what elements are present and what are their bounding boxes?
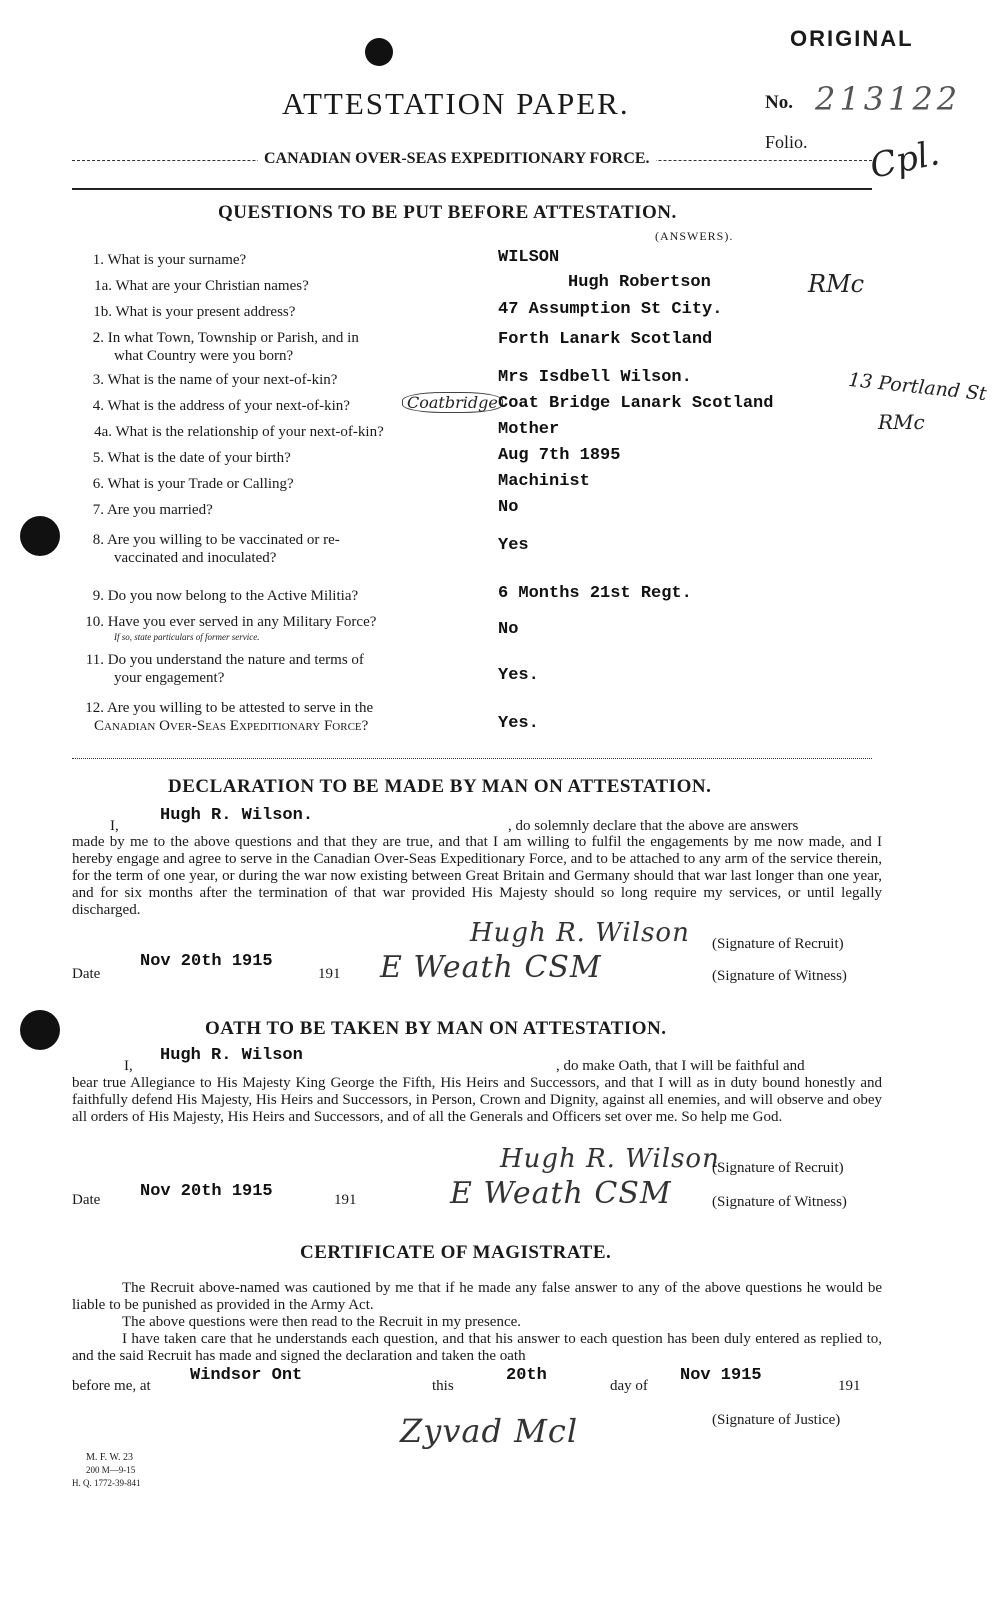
question-text: Are you willing to be attested to serve in the <box>106 700 374 716</box>
this-label: this <box>432 1378 454 1394</box>
question-text: Do you understand the nature and terms of <box>107 652 364 668</box>
initials-note: RMc <box>808 270 865 298</box>
punch-hole-top <box>365 38 393 66</box>
question-row <box>72 252 246 269</box>
declaration-heading: DECLARATION TO BE MADE BY MAN ON ATTESTATION. <box>168 776 712 797</box>
stamp-original: ORIGINAL <box>790 26 914 51</box>
question-number: 7. <box>92 502 104 518</box>
footer-print-run: 200 M—9-15 <box>86 1465 136 1475</box>
day-value: 20th <box>506 1366 547 1385</box>
oath-text-start: , do make Oath, that I will be faithful and <box>556 1058 805 1074</box>
question-text: What is your surname? <box>107 252 247 268</box>
rank-note: Cpl. <box>866 133 943 187</box>
question-text: Have you ever served in any Military Force? <box>107 614 377 630</box>
question-number: 4. <box>92 398 104 414</box>
punch-hole-middle <box>20 516 60 556</box>
question-row <box>72 424 384 441</box>
answer-field: Machinist <box>498 472 590 491</box>
oath-date-label: Date <box>72 1192 101 1208</box>
declaration-pronoun: I, <box>110 818 119 834</box>
question-text: Do you now belong to the Active Militia? <box>107 588 359 604</box>
question-text: What is your present address? <box>115 304 296 320</box>
question-row <box>72 304 295 321</box>
justice-signature: Zyvad Mcl <box>400 1412 579 1450</box>
declaration-year-suffix: 191 <box>318 966 341 982</box>
question-number: 1. <box>92 252 104 268</box>
answer-field: No <box>498 620 519 639</box>
recruit-signature: Hugh R. Wilson <box>470 918 690 948</box>
question-number: 12. <box>85 700 104 716</box>
declaration-body: made by me to the above questions and that they are true, and that I am willing to fulfil the engagements by me now made, and I hereby engage and agree to serve in the Canadian Over-Seas Expeditionary Force, and to be attached to any arm of the service therein, for the term of one year, or during the war now existing between Great Britain and Germany should that war last longer than one year, and for six months after the termination of that war provided His Majesty should so long require my services, or until legally discharged. <box>72 834 882 918</box>
question-row <box>72 700 373 717</box>
question-row <box>72 278 309 295</box>
page-title: ATTESTATION PAPER. <box>282 86 630 121</box>
question-text: Are you married? <box>106 502 213 518</box>
answer-field: Mrs Isdbell Wilson. <box>498 368 692 387</box>
question-number: 1a. <box>94 278 112 294</box>
address-note: 13 Portland St <box>847 368 988 406</box>
answer-field: Hugh Robertson <box>568 273 711 292</box>
question-text-cont: your engagement? <box>114 670 225 686</box>
question-text: What is the name of your next-of-kin? <box>107 372 338 388</box>
question-number: 10. <box>85 614 104 630</box>
answer-field: Yes. <box>498 714 539 733</box>
declaration-date-label: Date <box>72 966 101 982</box>
question-number: 1b. <box>93 304 112 320</box>
answer-field: 6 Months 21st Regt. <box>498 584 692 603</box>
recruit-signature-label: (Signature of Recruit) <box>712 936 844 952</box>
question-row <box>72 588 358 605</box>
declaration-text-start: , do solemnly declare that the above are answers <box>508 818 799 834</box>
punch-hole-lower <box>20 1010 60 1050</box>
answer-field: No <box>498 498 519 517</box>
oath-recruit-signature-label: (Signature of Recruit) <box>712 1160 844 1176</box>
questions-heading: QUESTIONS TO BE PUT BEFORE ATTESTATION. <box>218 202 677 223</box>
question-text-cont: If so, state particulars of former service. <box>114 632 260 642</box>
initials-note: RMc <box>878 410 925 434</box>
questions-divider <box>72 758 872 759</box>
coatbridge-note: Coatbridge <box>402 392 503 413</box>
folio-label: Folio. <box>765 132 808 152</box>
footer-form-code: M. F. W. 23 <box>86 1452 133 1463</box>
question-row <box>72 614 376 631</box>
question-text: What is the date of your birth? <box>107 450 291 466</box>
answer-field: Mother <box>498 420 560 439</box>
oath-year-suffix: 191 <box>334 1192 357 1208</box>
certificate-para-2: The above questions were then read to the Recruit in my presence. <box>122 1314 522 1330</box>
day-of-label: day of <box>610 1378 648 1394</box>
question-row <box>72 330 359 347</box>
oath-body: bear true Allegiance to His Majesty King George the Fifth, His Heirs and Successors, and that I will as in duty bound honestly and faithfully defend His Majesty, His Heirs and Successors, in Person, Crown and Dignity, against all enemies, and will observe and obey all orders of His Majesty, His Heirs and Successors, and of all the Generals and Officers set over me. So help me God. <box>72 1075 882 1125</box>
question-number: 2. <box>92 330 104 346</box>
certificate-para-3: I have taken care that he understands each question, and that his answer to each question has been duly entered as replied to, and the said Recruit has made and signed the declaration and taken the oath <box>72 1331 882 1364</box>
regimental-number: 213122 <box>815 80 962 118</box>
answers-label: (ANSWERS). <box>655 229 734 243</box>
oath-witness-signature: E Weath CSM <box>450 1176 672 1211</box>
oath-heading: OATH TO BE TAKEN BY MAN ON ATTESTATION. <box>205 1018 667 1039</box>
subtitle-rule <box>72 188 872 190</box>
question-text-cont: vaccinated and inoculated? <box>114 550 277 566</box>
question-text: What is the address of your next-of-kin? <box>107 398 350 414</box>
before-me-label: before me, at <box>72 1378 151 1394</box>
question-number: 9. <box>92 588 104 604</box>
answer-field: 47 Assumption St City. <box>498 300 723 319</box>
question-number: 4a. <box>94 424 112 440</box>
question-row <box>72 398 350 415</box>
answer-field: WILSON <box>498 248 560 267</box>
certificate-heading: CERTIFICATE OF MAGISTRATE. <box>300 1242 612 1263</box>
question-row <box>72 450 291 467</box>
oath-witness-signature-label: (Signature of Witness) <box>712 1194 847 1210</box>
question-number: 6. <box>92 476 104 492</box>
number-label: No. <box>765 92 793 113</box>
question-text: What is the relationship of your next-of-kin? <box>115 424 384 440</box>
answer-field: Yes <box>498 536 529 555</box>
month-value: Nov 1915 <box>680 1366 762 1385</box>
question-number: 5. <box>92 450 104 466</box>
justice-signature-label: (Signature of Justice) <box>712 1412 841 1428</box>
answer-field: Forth Lanark Scotland <box>498 330 713 349</box>
question-text: What is your Trade or Calling? <box>107 476 294 492</box>
certificate-year-suffix: 191 <box>838 1378 861 1394</box>
oath-recruit-signature: Hugh R. Wilson <box>500 1144 720 1174</box>
question-row <box>72 502 213 519</box>
oath-date-value: Nov 20th 1915 <box>140 1182 273 1201</box>
question-text: Are you willing to be vaccinated or re- <box>106 532 340 548</box>
question-row <box>72 652 364 669</box>
answer-field: Aug 7th 1895 <box>498 446 621 465</box>
oath-name: Hugh R. Wilson <box>160 1046 303 1065</box>
question-row <box>72 476 294 493</box>
subtitle: CANADIAN OVER-SEAS EXPEDITIONARY FORCE. <box>258 150 656 168</box>
question-text: In what Town, Township or Parish, and in <box>107 330 359 346</box>
question-text-cont: Canadian Over-Seas Expeditionary Force? <box>94 718 369 734</box>
witness-signature-label: (Signature of Witness) <box>712 968 847 984</box>
question-number: 3. <box>92 372 104 388</box>
question-row <box>72 372 337 389</box>
question-text: What are your Christian names? <box>115 278 309 294</box>
question-number: 8. <box>92 532 104 548</box>
witness-signature: E Weath CSM <box>380 950 602 985</box>
place-value: Windsor Ont <box>190 1366 303 1385</box>
declaration-date-value: Nov 20th 1915 <box>140 952 273 971</box>
footer-hq-ref: H. Q. 1772-39-841 <box>72 1478 141 1488</box>
answer-field: Yes. <box>498 666 539 685</box>
question-number: 11. <box>85 652 104 668</box>
question-row <box>72 532 340 549</box>
oath-pronoun: I, <box>124 1058 133 1074</box>
declarant-name: Hugh R. Wilson. <box>160 806 314 825</box>
question-text-cont: what Country were you born? <box>114 348 294 364</box>
answer-field: Coat Bridge Lanark Scotland <box>498 394 774 413</box>
certificate-para-1: The Recruit above-named was cautioned by me that if he made any false answer to any of the above questions he would be liable to be punished as provided in the Army Act. <box>72 1280 882 1313</box>
